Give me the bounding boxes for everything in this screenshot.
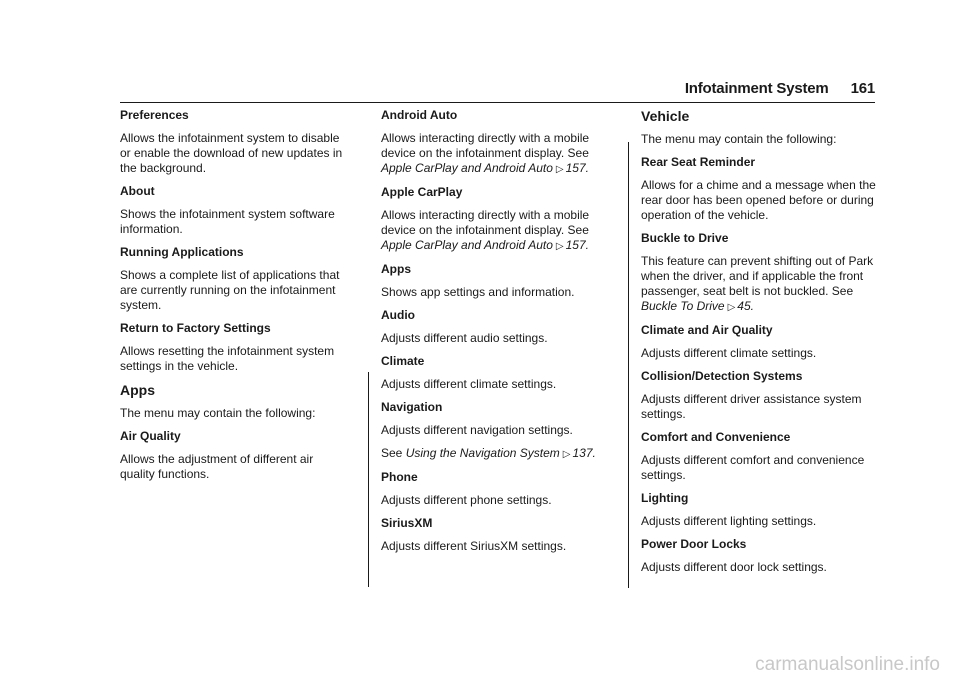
text-about: Shows the infotainment system software information. — [120, 207, 335, 236]
column-2 — [381, 108, 611, 562]
heading-siriusxm: SiriusXM — [381, 516, 433, 530]
arrow-right-icon: ▷ — [555, 241, 564, 252]
heading-phone: Phone — [381, 470, 418, 484]
column-divider-2 — [628, 142, 629, 588]
text-siriusxm: Adjusts different SiriusXM settings. — [381, 539, 567, 553]
heading-air-quality: Air Quality — [120, 429, 181, 443]
heading-apple-carplay: Apple CarPlay — [381, 185, 463, 199]
heading-android-auto: Android Auto — [381, 108, 458, 122]
text-vehicle-intro: The menu may contain the following: — [641, 132, 837, 146]
footer-watermark — [0, 652, 960, 678]
xref-navigation-system[interactable]: Using the Navigation System — [405, 446, 560, 460]
text-comfort-convenience: Adjusts different comfort and convenience settings. — [641, 453, 865, 482]
section-heading-apps: Apps — [120, 382, 155, 398]
column-3 — [641, 108, 876, 583]
text-collision-detection: Adjusts different driver assistance system settings. — [641, 392, 862, 421]
heading-apps: Apps — [381, 262, 411, 276]
xref-page[interactable]: 157 — [565, 238, 586, 252]
section-heading-vehicle: Vehicle — [641, 108, 690, 124]
heading-power-door-locks: Power Door Locks — [641, 537, 747, 551]
heading-comfort-convenience: Comfort and Convenience — [641, 430, 791, 444]
text-lighting: Adjusts different lighting settings. — [641, 514, 817, 528]
heading-collision-detection: Collision/Detection Systems — [641, 369, 803, 383]
page-header — [0, 80, 875, 97]
heading-preferences: Preferences — [120, 108, 189, 122]
text-navigation-see: See Using the Navigation System ▷ 137. — [381, 446, 596, 460]
heading-audio: Audio — [381, 308, 415, 322]
text-climate-air-quality: Adjusts different climate settings. — [641, 346, 817, 360]
arrow-right-icon: ▷ — [727, 302, 736, 313]
text-rear-seat-reminder: Allows for a chime and a message when the rear door has been opened before or during operation of the vehicle. — [641, 178, 876, 222]
xref-page[interactable]: 45 — [737, 299, 751, 313]
heading-running-applications: Running Applications — [120, 245, 244, 259]
text-buckle-to-drive: This feature can prevent shifting out of Park when the driver, and if applicable the front passenger, seat belt is not buckled. See Buckle To Drive ▷ 45. — [641, 254, 874, 313]
text-phone: Adjusts different phone settings. — [381, 493, 552, 507]
column-divider-1 — [368, 372, 369, 587]
text-apple-carplay: Allows interacting directly with a mobile device on the infotainment display. See Apple CarPlay and Android Auto ▷ 157. — [381, 208, 590, 252]
heading-climate-air-quality: Climate and Air Quality — [641, 323, 773, 337]
xref-buckle-to-drive[interactable]: Buckle To Drive — [641, 299, 725, 313]
watermark-text: carmanualsonline.info — [755, 654, 940, 675]
heading-buckle-to-drive: Buckle to Drive — [641, 231, 729, 245]
text-factory-settings: Allows resetting the infotainment system settings in the vehicle. — [120, 344, 335, 373]
text-apps-intro: The menu may contain the following: — [120, 406, 316, 420]
text-preferences: Allows the infotainment system to disable or enable the download of new updates in the background. — [120, 131, 343, 175]
arrow-right-icon: ▷ — [562, 449, 571, 460]
heading-navigation: Navigation — [381, 400, 443, 414]
arrow-right-icon: ▷ — [555, 164, 564, 175]
text-apps: Shows app settings and information. — [381, 285, 575, 299]
section-title: Infotainment System — [684, 80, 829, 97]
column-1 — [120, 108, 350, 490]
heading-about: About — [120, 184, 155, 198]
text-navigation: Adjusts different navigation settings. — [381, 423, 573, 437]
xref-carplay-android[interactable]: Apple CarPlay and Android Auto — [381, 238, 553, 252]
text-air-quality: Allows the adjustment of different air quality functions. — [120, 452, 314, 481]
text-audio: Adjusts different audio settings. — [381, 331, 548, 345]
text-climate: Adjusts different climate settings. — [381, 377, 557, 391]
heading-factory-settings: Return to Factory Settings — [120, 321, 271, 335]
text-power-door-locks: Adjusts different door lock settings. — [641, 560, 827, 574]
page-number: 161 — [850, 80, 875, 97]
heading-climate: Climate — [381, 354, 425, 368]
xref-page[interactable]: 157 — [565, 161, 586, 175]
xref-page[interactable]: 137 — [572, 446, 593, 460]
text-android-auto: Allows interacting directly with a mobile device on the infotainment display. See Apple CarPlay and Android Auto ▷ 157. — [381, 131, 590, 175]
header-rule — [120, 102, 875, 103]
heading-rear-seat-reminder: Rear Seat Reminder — [641, 155, 756, 169]
text-running-applications: Shows a complete list of applications that are currently running on the infotainment system. — [120, 268, 340, 312]
xref-carplay-android[interactable]: Apple CarPlay and Android Auto — [381, 161, 553, 175]
heading-lighting: Lighting — [641, 491, 689, 505]
